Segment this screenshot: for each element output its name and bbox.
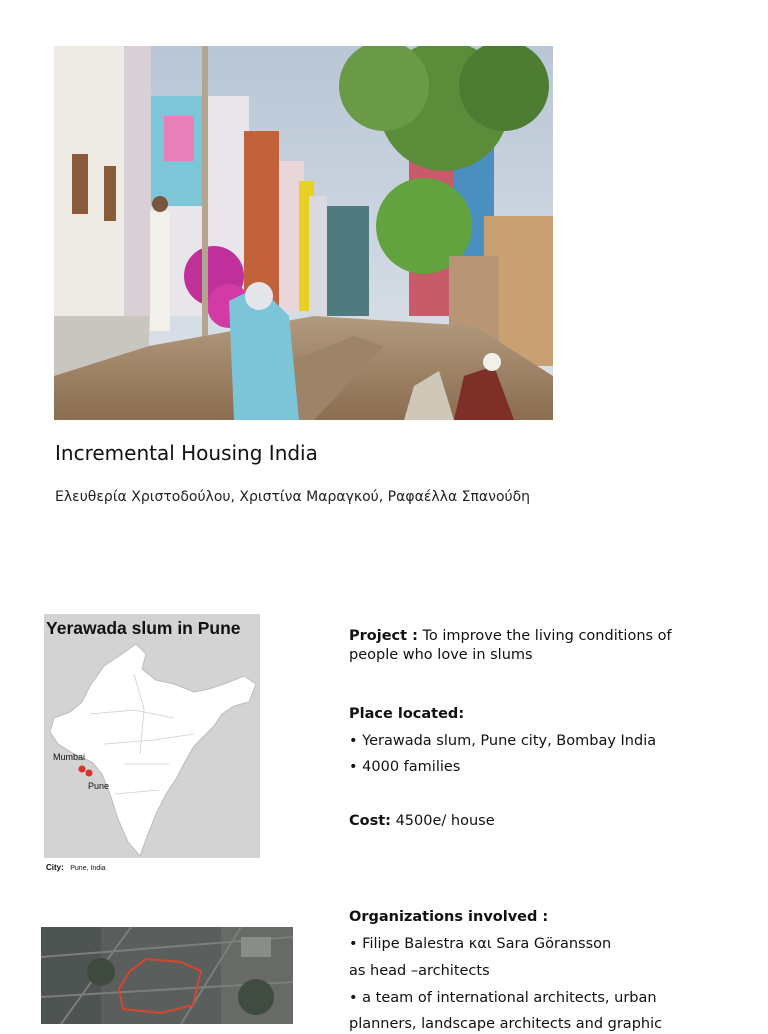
- map-label-pune: Pune: [88, 781, 110, 791]
- map-title: Yerawada slum in Pune: [46, 618, 241, 638]
- project-text-2: people who love in slums: [349, 647, 533, 663]
- org-item-2-cont: planners, landscape architects and graphic: [349, 1016, 663, 1032]
- cover-photo: [54, 46, 553, 420]
- place-label: Place located:: [349, 706, 465, 722]
- satellite-image: [41, 927, 293, 1024]
- place-item-2: • 4000 families: [349, 759, 461, 775]
- mumbai-marker: [79, 766, 86, 773]
- india-map: [44, 614, 260, 876]
- cost-block: [349, 812, 749, 831]
- project-label: Project :: [349, 628, 418, 644]
- map-caption: City: Pune, India: [46, 863, 106, 872]
- org-item-2: • a team of international architects, urban: [349, 990, 657, 1006]
- cost-label: Cost:: [349, 813, 391, 829]
- org-item-1-cont: as head –architects: [349, 963, 490, 979]
- map-label-mumbai: Mumbai: [53, 752, 86, 762]
- authors-line: Ελευθερία Χριστοδούλου, Χριστίνα Μαραγκού, Ραφαέλλα Σπανούδη: [55, 489, 531, 505]
- project-block: [349, 627, 749, 665]
- project-text-1: To improve the living conditions of: [422, 628, 672, 644]
- organizations-label: Organizations involved :: [349, 909, 549, 925]
- place-item-1: • Yerawada slum, Pune city, Bombay India: [349, 733, 657, 749]
- pune-marker: [86, 770, 93, 777]
- org-item-1: • Filipe Balestra και Sara Göransson: [349, 936, 612, 952]
- page-title: Incremental Housing India: [55, 441, 318, 465]
- cost-value: 4500e/ house: [395, 813, 495, 829]
